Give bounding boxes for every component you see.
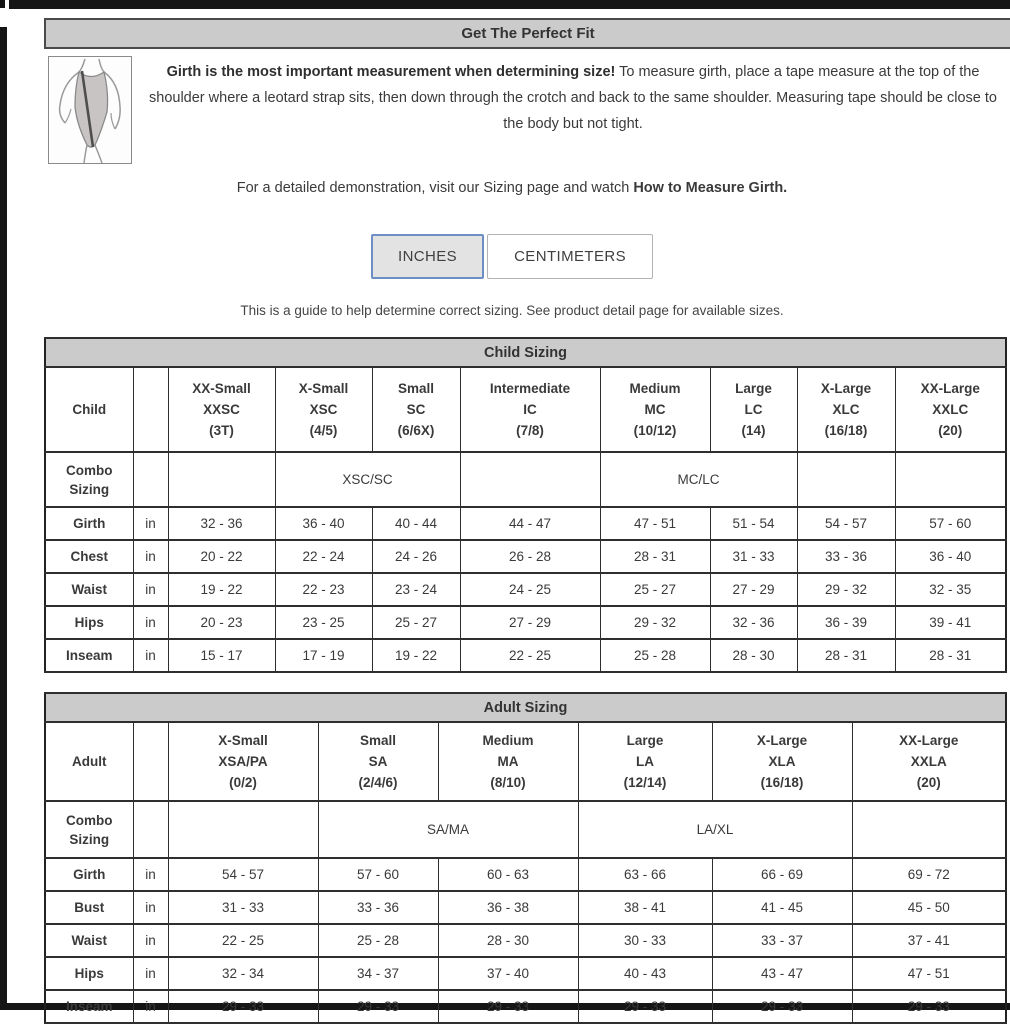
measurement-value: 54 - 57 [168, 858, 318, 891]
size-column-line: XSA/PA [218, 754, 268, 769]
size-column-line: (12/14) [623, 775, 667, 790]
size-column-header [895, 367, 1006, 452]
measurement-label: Girth [45, 507, 133, 540]
size-column-line: Small [359, 733, 397, 748]
measurement-value: 31 - 33 [710, 540, 797, 573]
measurement-label: Chest [45, 540, 133, 573]
measurement-value: 60 - 63 [438, 858, 578, 891]
measurement-value: 28 - 31 [797, 639, 895, 672]
measurement-value: 69 - 72 [852, 858, 1006, 891]
table-title: Adult Sizing [45, 693, 1006, 722]
size-column-line: Medium [629, 381, 681, 396]
measurement-value: 25 - 28 [318, 924, 438, 957]
unit-cell: in [133, 507, 168, 540]
measurement-value: 38 - 41 [578, 891, 712, 924]
table-row-header: Adult [45, 722, 133, 801]
size-column-line: XXLC [932, 402, 969, 417]
measurement-value: 37 - 40 [438, 957, 578, 990]
measurement-value: 29 - 33 [168, 990, 318, 1023]
size-column-line: X-Small [298, 381, 349, 396]
measurement-row [45, 858, 1006, 891]
measurement-value: 23 - 25 [275, 606, 372, 639]
demo-line-text: For a detailed demonstration, visit our Sizing page and watch [236, 180, 634, 196]
measurement-row [45, 639, 1006, 672]
inches-button[interactable]: INCHES [371, 234, 484, 279]
measurement-value: 37 - 41 [852, 924, 1006, 957]
measurement-value: 29 - 33 [852, 990, 1006, 1023]
measurement-value: 25 - 27 [600, 573, 710, 606]
unit-cell: in [133, 606, 168, 639]
size-column-header [797, 367, 895, 452]
size-column-line: (4/5) [309, 423, 338, 438]
unit-cell: in [133, 957, 168, 990]
measurement-value: 24 - 25 [460, 573, 600, 606]
measurement-value: 33 - 36 [797, 540, 895, 573]
leotard-girth-icon [49, 57, 131, 163]
size-column-line: XLC [832, 402, 860, 417]
measurement-value: 26 - 28 [460, 540, 600, 573]
size-column-line: SC [406, 402, 426, 417]
size-column-header [460, 367, 600, 452]
size-column-header [168, 367, 275, 452]
measurement-value: 51 - 54 [710, 507, 797, 540]
measurement-value: 32 - 34 [168, 957, 318, 990]
size-column-header [578, 722, 712, 801]
combo-size-cell [168, 452, 275, 507]
combo-label-line: Combo [66, 812, 113, 828]
combo-size-cell: SA/MA [318, 801, 578, 858]
girth-instructions [132, 56, 1006, 164]
size-column-line: (14) [741, 423, 766, 438]
measurement-value: 27 - 29 [460, 606, 600, 639]
measurement-value: 29 - 33 [712, 990, 852, 1023]
measurement-value: 47 - 51 [600, 507, 710, 540]
demo-line [44, 180, 1010, 196]
size-column-line: IC [523, 402, 537, 417]
unit-cell: in [133, 924, 168, 957]
measurement-value: 22 - 25 [460, 639, 600, 672]
measurement-value: 25 - 28 [600, 639, 710, 672]
size-column-line: Small [397, 381, 435, 396]
intro-section [44, 56, 1010, 164]
size-column-line: X-Large [820, 381, 872, 396]
measurement-label: Hips [45, 957, 133, 990]
unit-column-header [133, 367, 168, 452]
guide-note: This is a guide to help determine correct sizing. See product detail page for available sizes. [240, 303, 784, 318]
measurement-value: 20 - 22 [168, 540, 275, 573]
size-column-header [710, 367, 797, 452]
measurement-label: Waist [45, 573, 133, 606]
size-column-line: Large [626, 733, 664, 748]
frame-top-strip [9, 0, 1010, 9]
table-title: Child Sizing [45, 338, 1006, 367]
size-column-line: (0/2) [229, 775, 257, 790]
frame-corner-mark [0, 0, 5, 8]
sizing-guide-page [44, 18, 1010, 1024]
unit-column-header [133, 722, 168, 801]
measurement-value: 28 - 30 [438, 924, 578, 957]
combo-row-label [45, 801, 133, 858]
unit-cell: in [133, 573, 168, 606]
measurement-value: 66 - 69 [712, 858, 852, 891]
measurement-row [45, 891, 1006, 924]
measurement-value: 29 - 33 [318, 990, 438, 1023]
measurement-value: 29 - 33 [438, 990, 578, 1023]
measurement-value: 32 - 36 [168, 507, 275, 540]
size-column-line: (6/6X) [397, 423, 435, 438]
size-column-header [712, 722, 852, 801]
measurement-value: 28 - 31 [600, 540, 710, 573]
measurement-value: 45 - 50 [852, 891, 1006, 924]
combo-size-cell: XSC/SC [275, 452, 460, 507]
size-column-line: XXLA [910, 754, 947, 769]
measurement-value: 29 - 32 [600, 606, 710, 639]
measurement-value: 28 - 30 [710, 639, 797, 672]
size-column-line: (2/4/6) [358, 775, 398, 790]
combo-size-cell: LA/XL [578, 801, 852, 858]
size-column-line: Medium [482, 733, 534, 748]
measurement-value: 63 - 66 [578, 858, 712, 891]
measurement-value: 34 - 37 [318, 957, 438, 990]
size-column-header [438, 722, 578, 801]
size-column-line: Large [735, 381, 772, 396]
measurement-value: 57 - 60 [318, 858, 438, 891]
combo-size-cell [852, 801, 1006, 858]
combo-label-line: Sizing [69, 831, 110, 847]
measurement-value: 15 - 17 [168, 639, 275, 672]
combo-size-cell: MC/LC [600, 452, 797, 507]
size-column-line: (20) [938, 423, 963, 438]
measurement-label: Hips [45, 606, 133, 639]
measurement-value: 23 - 24 [372, 573, 460, 606]
size-column-line: (16/18) [824, 423, 868, 438]
size-column-line: (3T) [209, 423, 234, 438]
measurement-value: 22 - 23 [275, 573, 372, 606]
adult-sizing-table [44, 692, 1007, 1024]
measurement-value: 36 - 40 [895, 540, 1006, 573]
measurement-value: 19 - 22 [372, 639, 460, 672]
size-column-line: (16/18) [760, 775, 804, 790]
combo-size-cell [460, 452, 600, 507]
measurement-label: Bust [45, 891, 133, 924]
size-column-line: MA [497, 754, 519, 769]
combo-unit-cell [133, 452, 168, 507]
page-title: Get The Perfect Fit [44, 18, 1010, 49]
size-column-line: LC [744, 402, 763, 417]
size-column-line: XX-Large [920, 381, 980, 396]
measurement-label: Waist [45, 924, 133, 957]
measurement-value: 29 - 32 [797, 573, 895, 606]
size-column-line: SA [368, 754, 388, 769]
measurement-value: 28 - 31 [895, 639, 1006, 672]
size-column-line: XSC [309, 402, 338, 417]
combo-label-line: Combo [66, 462, 113, 478]
measurement-value: 22 - 25 [168, 924, 318, 957]
size-column-line: X-Large [756, 733, 808, 748]
combo-row-label [45, 452, 133, 507]
size-column-header [852, 722, 1006, 801]
size-column-header [318, 722, 438, 801]
measurement-value: 57 - 60 [895, 507, 1006, 540]
measurement-value: 27 - 29 [710, 573, 797, 606]
measurement-value: 30 - 33 [578, 924, 712, 957]
unit-cell: in [133, 639, 168, 672]
measurement-value: 40 - 44 [372, 507, 460, 540]
size-column-line: (20) [916, 775, 941, 790]
combo-size-cell [895, 452, 1006, 507]
measurement-value: 36 - 40 [275, 507, 372, 540]
table-row-header: Child [45, 367, 133, 452]
combo-size-cell [797, 452, 895, 507]
measurement-value: 54 - 57 [797, 507, 895, 540]
measurement-value: 32 - 36 [710, 606, 797, 639]
measurement-value: 41 - 45 [712, 891, 852, 924]
measurement-row [45, 606, 1006, 639]
measurement-value: 31 - 33 [168, 891, 318, 924]
unit-cell: in [133, 990, 168, 1023]
measurement-row [45, 924, 1006, 957]
size-column-header [275, 367, 372, 452]
measurement-value: 20 - 23 [168, 606, 275, 639]
unit-toggle [44, 234, 1010, 279]
measurement-value: 17 - 19 [275, 639, 372, 672]
measurement-value: 22 - 24 [275, 540, 372, 573]
unit-cell: in [133, 858, 168, 891]
size-column-line: (10/12) [633, 423, 677, 438]
measurement-value: 36 - 38 [438, 891, 578, 924]
girth-instructions-lead: Girth is the most important measurement when determining size! [166, 64, 616, 80]
measurement-value: 33 - 37 [712, 924, 852, 957]
size-column-line: LA [636, 754, 654, 769]
measurement-value: 36 - 39 [797, 606, 895, 639]
measurement-row [45, 957, 1006, 990]
measurement-value: 33 - 36 [318, 891, 438, 924]
frame-left-strip [0, 27, 7, 1010]
measurement-value: 39 - 41 [895, 606, 1006, 639]
size-column-line: MC [644, 402, 666, 417]
demo-line-bold: How to Measure Girth. [633, 180, 788, 196]
size-column-line: XX-Small [192, 381, 251, 396]
size-column-line: XXSC [203, 402, 240, 417]
combo-size-cell [168, 801, 318, 858]
child-sizing-table [44, 337, 1007, 673]
measurement-value: 24 - 26 [372, 540, 460, 573]
measurement-value: 43 - 47 [712, 957, 852, 990]
size-column-line: X-Small [218, 733, 268, 748]
combo-label-line: Sizing [69, 481, 110, 497]
size-column-line: (7/8) [516, 423, 544, 438]
measurement-label: Girth [45, 858, 133, 891]
combo-unit-cell [133, 801, 168, 858]
size-column-header [600, 367, 710, 452]
girth-instructions-body: To measure girth, place a tape measure at the top of the shoulder where a leotard strap sits, then down through the crotch and back to the same shoulder. Measuring tape should be close to the body but not tight. [149, 64, 997, 132]
measurement-value: 29 - 33 [578, 990, 712, 1023]
measurement-value: 47 - 51 [852, 957, 1006, 990]
unit-cell: in [133, 540, 168, 573]
unit-cell: in [133, 891, 168, 924]
size-column-header [372, 367, 460, 452]
measurement-row [45, 990, 1006, 1023]
size-column-line: XLA [768, 754, 796, 769]
measurement-label: Inseam [45, 990, 133, 1023]
measurement-value: 44 - 47 [460, 507, 600, 540]
measurement-row [45, 507, 1006, 540]
leotard-measurement-illustration [48, 56, 132, 164]
measurement-value: 19 - 22 [168, 573, 275, 606]
centimeters-button[interactable]: CENTIMETERS [487, 234, 653, 279]
size-column-header [168, 722, 318, 801]
measurement-row [45, 540, 1006, 573]
measurement-value: 32 - 35 [895, 573, 1006, 606]
size-column-line: (8/10) [490, 775, 526, 790]
measurement-label: Inseam [45, 639, 133, 672]
measurement-row [45, 573, 1006, 606]
size-column-line: XX-Large [899, 733, 959, 748]
measurement-value: 25 - 27 [372, 606, 460, 639]
measurement-value: 40 - 43 [578, 957, 712, 990]
size-column-line: Intermediate [489, 381, 571, 396]
